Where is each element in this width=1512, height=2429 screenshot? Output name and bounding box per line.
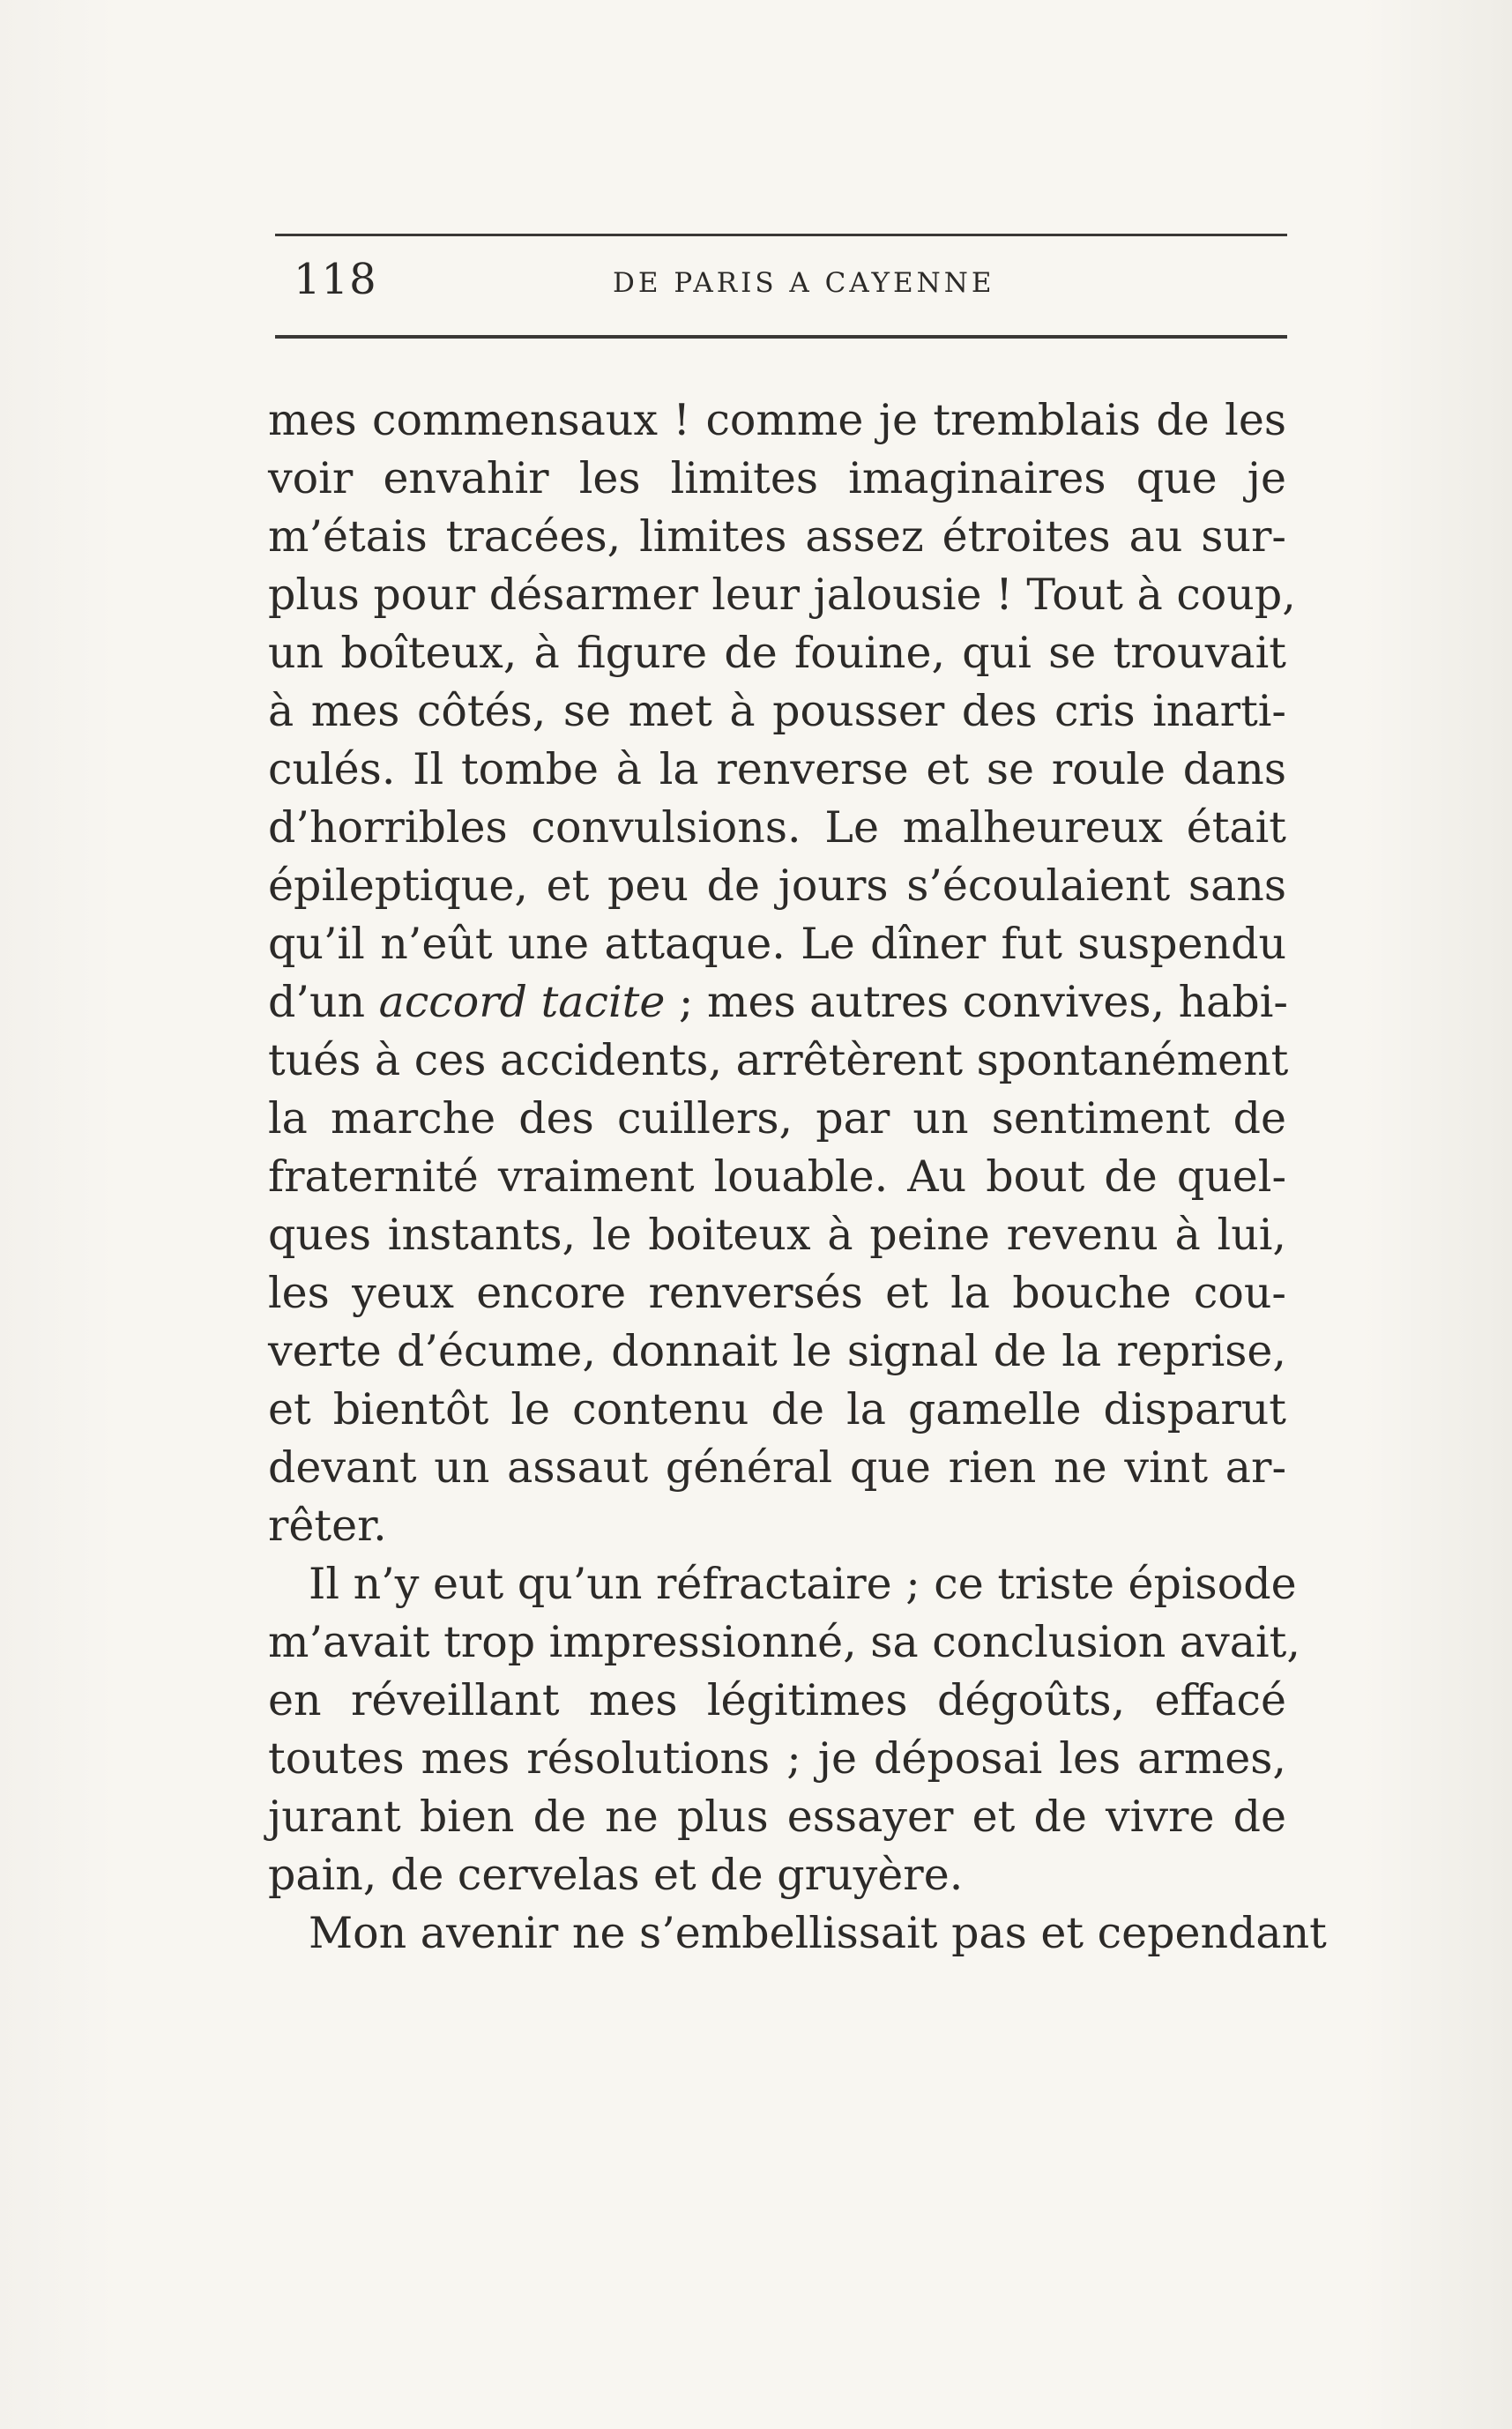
paragraph-start-line: Il n’y eut qu’un réfractaire ; ce triste épisode <box>309 1559 1297 1609</box>
text-line: mes commensaux ! comme je tremblais de les <box>268 395 1286 445</box>
text-line: tués à ces accidents, arrêtèrent spontanément <box>268 1035 1289 1085</box>
text-line: les yeux encore renversés et la bouche cou- <box>268 1268 1286 1318</box>
text-line: qu’il n’eût une attaque. Le dîner fut suspendu <box>268 919 1286 969</box>
text-line: en réveillant mes légitimes dégoûts, effacé <box>268 1675 1286 1725</box>
text-line: épileptique, et peu de jours s’écoulaient sans <box>268 861 1286 911</box>
text-line: culés. Il tombe à la renverse et se roule dans <box>268 744 1286 794</box>
text-line: voir envahir les limites imaginaires que je <box>268 453 1286 503</box>
text-line: devant un assaut général que rien ne vint ar- <box>268 1442 1286 1493</box>
text-line: verte d’écume, donnait le signal de la reprise, <box>268 1326 1286 1376</box>
header-rule-top <box>275 234 1287 236</box>
page-number: 118 <box>294 255 377 304</box>
text-line: m’étais tracées, limites assez étroites au sur- <box>268 511 1286 562</box>
text-line: m’avait trop impressionné, sa conclusion avait, <box>268 1617 1300 1667</box>
text-line: et bientôt le contenu de la gamelle disparut <box>268 1384 1286 1434</box>
body-text <box>268 391 1327 1963</box>
text-line: ques instants, le boiteux à peine revenu à lui, <box>268 1210 1286 1260</box>
text-line: rêter. <box>268 1501 387 1551</box>
text-line: jurant bien de ne plus essayer et de vivre de <box>268 1792 1286 1842</box>
header-rule-bottom <box>275 335 1287 339</box>
text-line: la marche des cuillers, par un sentiment de <box>268 1093 1286 1144</box>
text-line: un boîteux, à figure de fouine, qui se trouvait <box>268 628 1286 678</box>
text-line: à mes côtés, se met à pousser des cris inarti- <box>268 686 1286 736</box>
text-line: toutes mes résolutions ; je déposai les armes, <box>268 1733 1286 1784</box>
running-title: DE PARIS A CAYENNE <box>613 267 995 299</box>
italic-phrase: accord tacite <box>378 977 666 1027</box>
paragraph-start-line: Mon avenir ne s’embellissait pas et cependant <box>309 1908 1327 1958</box>
text-line: fraternité vraiment louable. Au bout de quel- <box>268 1151 1286 1202</box>
text-line: plus pour désarmer leur jalousie ! Tout à coup, <box>268 570 1296 620</box>
text-line: d’un accord tacite ; mes autres convives, habi- <box>268 977 1288 1027</box>
text-line: pain, de cervelas et de gruyère. <box>268 1850 964 1900</box>
text-line: d’horribles convulsions. Le malheureux était <box>268 802 1286 853</box>
